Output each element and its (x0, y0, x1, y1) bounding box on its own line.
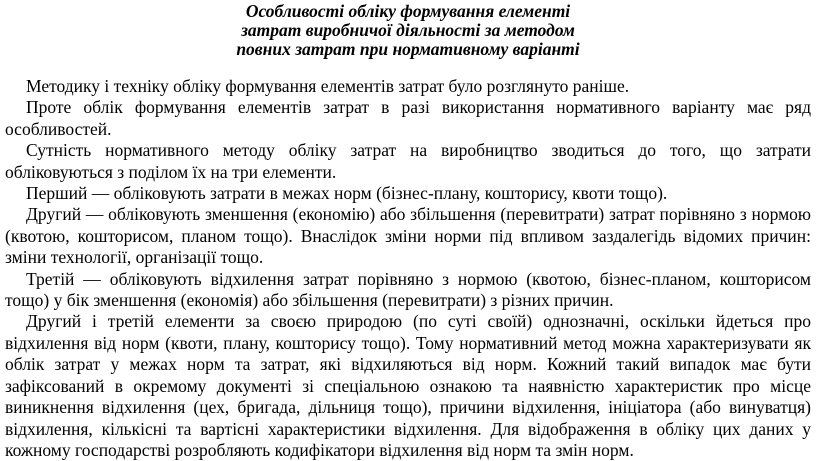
title-line-1: Особливості обліку формування елементі (245, 1, 571, 21)
paragraph-features: Проте облік формування елементів затрат в разі використання нормативного варіанту має ряд особливостей. (5, 97, 811, 139)
title-line-2: затрат виробничої діяльності за методом (241, 20, 575, 40)
document-title (5, 2, 811, 59)
document-body (5, 76, 811, 461)
paragraph-conclusion: Другий і третій елементи за своєю природою (по суті своїй) однозначні, оскільки йдеться про відхилення від норм (квоти, плану, кошторису тощо). Тому нормативний метод можна характеризувати як облік затрат у межах норм та затрат, які відхиляються від норм. Кожний такий випадок має бути зафіксований в окремому документі зі спеціальною ознакою та наявністю характеристик про місце виникнення відхилення (цех, бригада, дільниця тощо), причини відхилення, ініціатора (або винуватця) відхилення, кількісні та вартісні характеристики відхилення. Для відображення в обліку цих даних у кожному господарстві розробляють кодифікатори відхилення від норм та змін норм. (5, 311, 811, 460)
title-line-3: повних затрат при нормативному варіанті (236, 39, 580, 59)
paragraph-third-element: Третій — обліковують відхилення затрат порівняно з нормою (квотою, бізнес-планом, кошторисом тощо) у бік зменшення (економія) або збільшення (перевитрати) з різних причин. (5, 268, 811, 311)
paragraph-first-element: Перший — обліковують затрати в межах норм (бізнес-плану, кошторису, квоти тощо). (26, 183, 668, 204)
paragraph-second-element: Другий — обліковують зменшення (економію) або збільшення (перевитрати) затрат порівняно з нормою (квотою, кошторисом, планом тощо). Внаслідок зміни норми під впливом заздалегідь відомих причин: зміни технології, організації тощо. (5, 204, 811, 268)
paragraph-intro: Методику і техніку обліку формування елементів затрат було розглянуто раніше. (26, 76, 630, 96)
paragraph-essence: Сутність нормативного методу обліку затрат на виробництво зводиться до того, що затрати обліковуються з поділом їх на три елементи. (5, 140, 811, 182)
